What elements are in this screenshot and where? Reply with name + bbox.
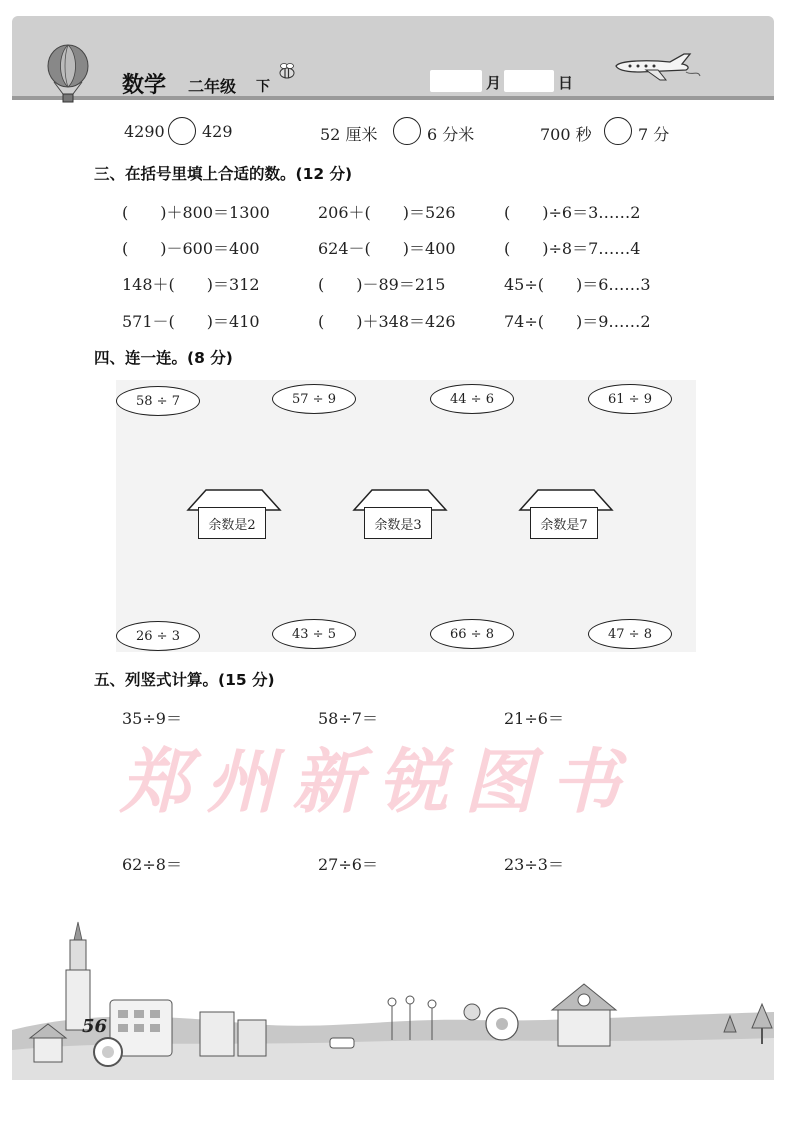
remainder-house[interactable]: 余数是2 xyxy=(198,507,266,539)
day-input-box[interactable] xyxy=(504,70,554,92)
comparison-left: 700 秒 xyxy=(540,125,592,144)
month-label: 月 xyxy=(486,74,502,92)
fill-blank-equation[interactable]: ( )＋348＝426 xyxy=(318,312,456,331)
division-oval[interactable]: 47 ÷ 8 xyxy=(588,619,672,649)
division-oval[interactable]: 43 ÷ 5 xyxy=(272,619,356,649)
month-input-box[interactable] xyxy=(430,70,482,92)
fill-blank-equation[interactable]: 74÷( )＝9……2 xyxy=(504,312,651,331)
division-oval[interactable]: 58 ÷ 7 xyxy=(116,386,200,416)
fill-blank-equation[interactable]: 148＋( )＝312 xyxy=(122,275,260,294)
grade-label: 二年级 xyxy=(188,77,237,96)
fill-blank-equation[interactable]: ( )＋800＝1300 xyxy=(122,203,270,222)
division-oval[interactable]: 66 ÷ 8 xyxy=(430,619,514,649)
division-oval[interactable]: 44 ÷ 6 xyxy=(430,384,514,414)
fill-blank-equation[interactable]: 206＋( )＝526 xyxy=(318,203,456,222)
fill-blank-equation[interactable]: ( )÷8＝7……4 xyxy=(504,239,641,258)
vertical-division-problem[interactable]: 35÷9＝ xyxy=(122,709,182,728)
comparison-circle[interactable] xyxy=(168,117,196,145)
section-4-heading: 四、连一连。(8 分) xyxy=(94,349,233,367)
page-number: 56 xyxy=(82,1016,108,1037)
remainder-house[interactable]: 余数是3 xyxy=(364,507,432,539)
section-5-heading: 五、列竖式计算。(15 分) xyxy=(94,671,275,689)
comparison-right: 6 分米 xyxy=(427,125,475,144)
vertical-division-problem[interactable]: 23÷3＝ xyxy=(504,855,564,874)
section-3-heading: 三、在括号里填上合适的数。(12 分) xyxy=(94,165,353,183)
comparison-right: 429 xyxy=(202,122,233,141)
fill-blank-equation[interactable]: ( )÷6＝3……2 xyxy=(504,203,641,222)
comparison-circle[interactable] xyxy=(604,117,632,145)
comparison-left: 4290 xyxy=(124,122,165,141)
remainder-house[interactable]: 余数是7 xyxy=(530,507,598,539)
fill-blank-equation[interactable]: 624－( )＝400 xyxy=(318,239,456,258)
comparison-right: 7 分 xyxy=(638,125,670,144)
comparison-left: 52 厘米 xyxy=(320,125,378,144)
division-oval[interactable]: 26 ÷ 3 xyxy=(116,621,200,651)
vertical-division-problem[interactable]: 62÷8＝ xyxy=(122,855,182,874)
day-label: 日 xyxy=(558,74,574,92)
fill-blank-equation[interactable]: 45÷( )＝6……3 xyxy=(504,275,651,294)
footer-city-scene xyxy=(12,920,774,1080)
vertical-division-problem[interactable]: 58÷7＝ xyxy=(318,709,378,728)
publisher-watermark: 郑州新锐图书 xyxy=(120,741,636,823)
hot-air-balloon-icon xyxy=(44,44,92,106)
vertical-division-problem[interactable]: 21÷6＝ xyxy=(504,709,564,728)
term-label: 下 xyxy=(256,79,270,95)
fill-blank-equation[interactable]: ( )－600＝400 xyxy=(122,239,260,258)
comparison-circle[interactable] xyxy=(393,117,421,145)
fill-blank-equation[interactable]: 571－( )＝410 xyxy=(122,312,260,331)
fill-blank-equation[interactable]: ( )－89＝215 xyxy=(318,275,446,294)
division-oval[interactable]: 57 ÷ 9 xyxy=(272,384,356,414)
division-oval[interactable]: 61 ÷ 9 xyxy=(588,384,672,414)
subject-title: 数学 xyxy=(122,73,167,98)
vertical-division-problem[interactable]: 27÷6＝ xyxy=(318,855,378,874)
bee-icon xyxy=(276,60,298,82)
airplane-icon xyxy=(610,48,702,88)
